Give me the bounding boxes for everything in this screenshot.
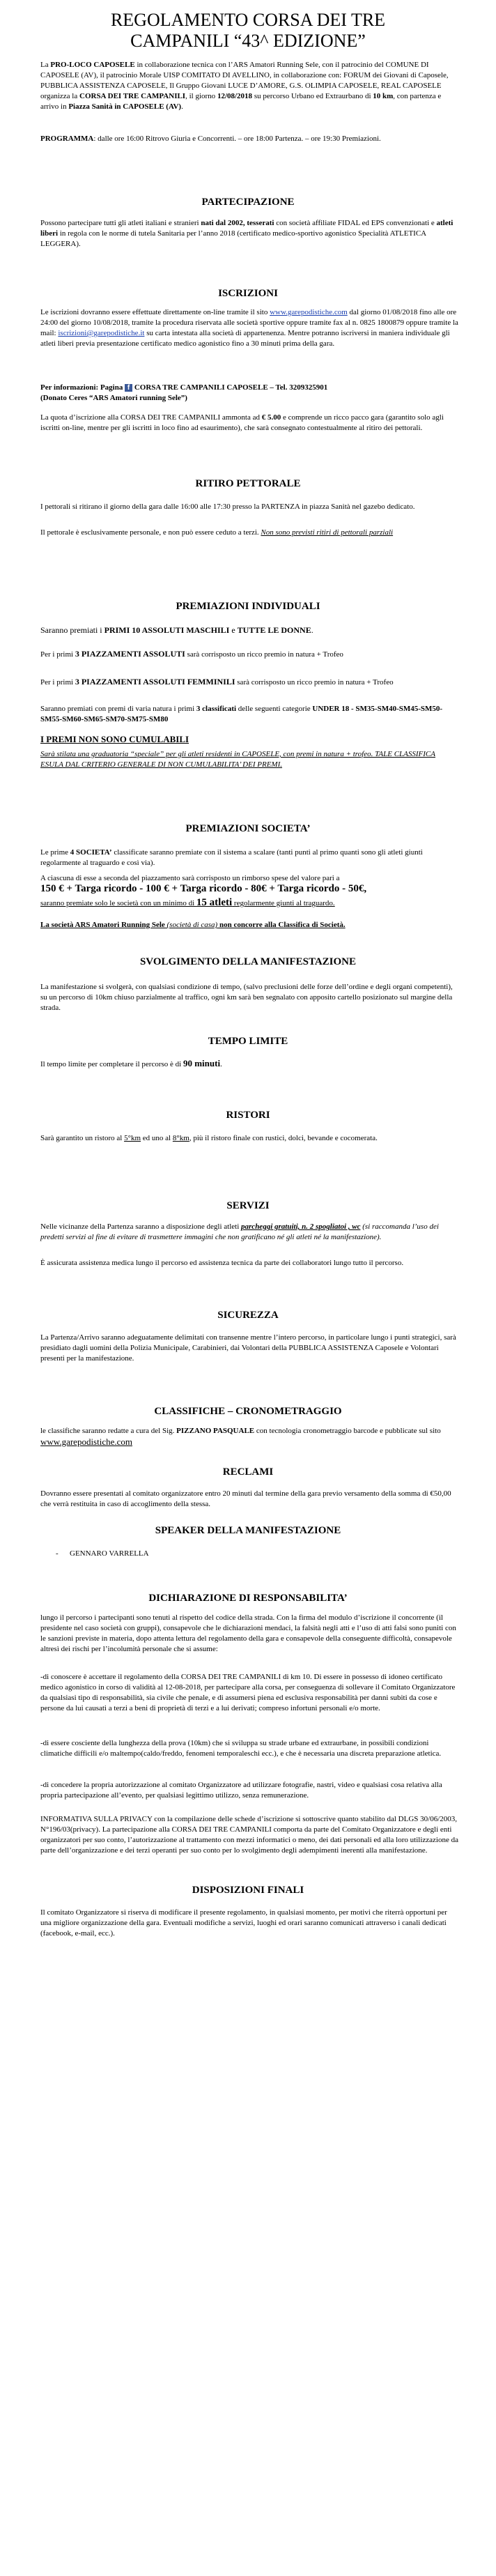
responsabilita-heading: DICHIARAZIONE DI RESPONSABILITA’ bbox=[148, 1593, 348, 1604]
societa-text: regolarmente giunti al traguardo. bbox=[232, 899, 335, 907]
individuali-bold: TUTTE LE DONNE bbox=[237, 625, 311, 635]
individuali-bold: 3 PIAZZAMENTI ASSOLUTI FEMMINILI bbox=[75, 677, 235, 687]
societa-ars-note bbox=[40, 920, 458, 930]
ritiro-text: Il pettorale è esclusivamente personale, e non può essere ceduto a terzi. bbox=[40, 528, 261, 537]
intro-text: in collaborazione tecnica con l’ARS Amatori Running Sele, con il patrocinio del COMUNE DI CAPOSELE (AV), il patrocinio Morale UISP COMITATO DI AVELLINO, in collaborazione con: FORUM dei Giovani di Caposele, PUBBLICA ASSISTENZA CAPOSELE, Il Gruppo Giovani LUCE D’AMORE, G.S. OLIMPIA CAPOSELE, REAL CAPOSELE organizza la bbox=[40, 61, 449, 100]
iscrizioni-email-link[interactable]: iscrizioni@garepodistiche.it bbox=[58, 329, 145, 337]
iscrizioni-text: su carta intestata alla società di appartenenza. Mentre potranno iscriversi in maniera individuale gli atleti liberi previa presentazione certificato medico agonistico fino a 30 minuti prima della gara. bbox=[40, 329, 450, 348]
intro-text: , il giorno bbox=[185, 92, 217, 100]
societa-minimo bbox=[40, 898, 458, 909]
disposizioni-finali-heading: DISPOSIZIONI FINALI bbox=[192, 1885, 304, 1896]
individuali-text: . bbox=[311, 625, 313, 635]
societa-heading: PREMIAZIONI SOCIETA’ bbox=[185, 823, 311, 834]
partecipazione-bold: nati dal 2002, tesserati bbox=[201, 219, 274, 227]
individuali-paragraph-1 bbox=[40, 625, 458, 636]
title-line-1: REGOLAMENTO CORSA DEI TRE bbox=[110, 10, 386, 30]
societa-minimo-atleti: 15 atleti bbox=[196, 897, 233, 908]
quota-paragraph bbox=[40, 413, 458, 434]
iscrizioni-heading: ISCRIZIONI bbox=[218, 288, 278, 299]
individuali-paragraph-4 bbox=[40, 704, 458, 725]
servizi-text: Nelle vicinanze della Partenza saranno a disposizione degli atleti bbox=[40, 1222, 242, 1231]
speaker-heading: SPEAKER DELLA MANIFESTAZIONE bbox=[155, 1525, 341, 1536]
classifiche-text: con tecnologia cronometraggio barcode e pubblicate sul sito bbox=[254, 1427, 441, 1435]
societa-text: Le prime bbox=[40, 848, 70, 857]
partecipazione-paragraph bbox=[40, 218, 458, 250]
intro-text: La bbox=[40, 61, 51, 69]
speaker-bullet: - bbox=[56, 1549, 59, 1558]
partecipazione-bold: atleti liberi bbox=[40, 219, 454, 238]
informazioni-paragraph bbox=[40, 383, 458, 404]
privacy-paragraph: INFORMATIVA SULLA PRIVACY con la compilazione delle schede d’iscrizione si sottoscrive quanto stabilito dal DLGS 30/06/2003, N°196/03(privacy). La partecipazione alla CORSA DEI TRE CAMPANILI comporta da parte del Comitato Organizzatore e degli enti organizzatori per suo conto, l’autorizzazione al trattamento con mezzi informatici o meno, dei dati personali ed alla loro utilizzazione da parte dell’organizzazione e dei terzi operanti per suo conto per lo svolgimento degli adempimenti inerenti alla manifestazione. bbox=[40, 1815, 458, 1855]
societa-text: classificate saranno premiate con il sistema a scalare (tanti punti al primo quanti sono gli atleti giunti regolarmente al traguardo e così via). bbox=[40, 848, 423, 867]
document-title bbox=[42, 10, 454, 52]
classifiche-heading: CLASSIFICHE – CRONOMETRAGGIO bbox=[154, 1406, 342, 1417]
individuali-text: Saranno premiati i bbox=[40, 625, 104, 635]
individuali-text: sarà corrisposto un ricco premio in natura + Trofeo bbox=[235, 678, 394, 687]
ritiro-note: Non sono previsti ritiri di pettorali parziali bbox=[261, 528, 394, 537]
tempo-limite-heading: TEMPO LIMITE bbox=[208, 1036, 288, 1047]
societa-paragraph-1 bbox=[40, 848, 458, 868]
iscrizioni-text: Le iscrizioni dovranno essere effettuate direttamente on-line tramite il sito bbox=[40, 308, 270, 316]
reclami-heading: RECLAMI bbox=[222, 1466, 274, 1478]
race-date: 12/08/2018 bbox=[217, 92, 253, 100]
ristoro-km-8: 8°km bbox=[172, 1134, 189, 1142]
pro-loco-name: PRO-LOCO CAPOSELE bbox=[50, 61, 135, 69]
svolgimento-paragraph: La manifestazione si svolgerà, con qualsiasi condizione di tempo, (salvo preclusioni delle forze dell’ordine e degli organi competenti), su un percorso di 10km chiuso parzialmente al traffico, ogni km sarà ben segnalato con apposito cartello posizionato sul margine della strada. bbox=[40, 983, 453, 1012]
responsabilita-paragraph-4: -di concedere la propria autorizzazione al comitato Organizzatore ad utilizzare fotografie, nastri, video e qualsiasi cosa relativa alla propria partecipazione all’evento, per qualsiasi legittimo utilizzo, senza remunerazione. bbox=[40, 1781, 442, 1800]
intro-text: su percorso Urbano ed Extraurbano di bbox=[252, 92, 373, 100]
ritiro-personale-paragraph bbox=[40, 528, 458, 538]
individuali-text: sarà corrisposto un ricco premio in natura + Trofeo bbox=[185, 650, 343, 659]
disposizioni-finali-paragraph: Il comitato Organizzatore si riserva di modificare il presente regolamento, in qualsiasi momento, per motivi che riterrà opportuni per una migliore organizzazione della gara. Eventuali modifiche a servizi, luoghi ed orari saranno comunicati attraverso i canali dedicati (facebook, e-mail, ecc.). bbox=[40, 1908, 447, 1938]
societa-paragraph-2: A ciascuna di esse a seconda del piazzamento sarà corrisposto un rimborso spese del valore pari a bbox=[40, 874, 340, 882]
race-location: Piazza Sanità in CAPOSELE (AV) bbox=[68, 102, 182, 111]
responsabilita-paragraph-1: lungo il percorso i partecipanti sono tenuti al rispetto del codice della strada. Con la firma del modulo d’iscrizione il concorrente (il presidente nel caso società con gruppi), consapevole che le dichiarazioni mendaci, la falsità negli atti e l’uso di atti falsi sono puniti con le sanzioni previste in materia, dopo attenta lettura del regolamento della gara e consapevole della conseguente difficoltà, consapevole altresì dei rischi per l’incolumità personale che si assume: bbox=[40, 1613, 456, 1653]
quota-text: La quota d’iscrizione alla CORSA DEI TRE CAMPANILI ammonta ad bbox=[40, 413, 262, 422]
facebook-icon[interactable]: f bbox=[125, 384, 132, 392]
classifiche-paragraph bbox=[40, 1426, 458, 1448]
ristori-heading: RISTORI bbox=[226, 1110, 270, 1121]
iscrizioni-paragraph bbox=[40, 307, 458, 349]
classifiche-text: le classifiche saranno redatte a cura del Sig. bbox=[40, 1427, 177, 1435]
individuali-bold: 3 classificati bbox=[196, 705, 237, 713]
quota-text: e comprende un ricco pacco gara (garantito solo agli iscritti on-line, mentre per gli iscritti in loco fino ad esaurimento), che sarà consegnato contestualmente al ritiro dei pettorali. bbox=[40, 413, 444, 432]
individuali-text: Saranno premiati con premi di varia natura i primi bbox=[40, 705, 196, 713]
programma-text: : dalle ore 16:00 Ritrovo Giuria e Concorrenti. – ore 18:00 Partenza. – ore 19:30 Premiazioni. bbox=[93, 135, 381, 143]
sicurezza-heading: SICUREZZA bbox=[217, 1310, 279, 1321]
reclami-paragraph: Dovranno essere presentati al comitato organizzatore entro 20 minuti dal termine della gara previo versamento della somma di €50,00 che verrà restituita in caso di accoglimento della stessa. bbox=[40, 1489, 451, 1508]
informazioni-text: CORSA TRE CAMPANILI CAPOSELE – Tel. 3209325901 bbox=[132, 383, 328, 392]
sicurezza-paragraph: La Partenza/Arrivo saranno adeguatamente delimitati con transenne mentre l’intero percorso, in particolare lungo i punti strategici, sarà presidiato dagli uomini della Polizia Municipale, Carabinieri, dai Volontari della PUBBLICA ASSISTENZA Caposele e Volontari presenti per la manifestazione. bbox=[40, 1333, 456, 1363]
individuali-bold: PRIMI 10 ASSOLUTI MASCHILI bbox=[104, 625, 230, 635]
individuali-text: e bbox=[229, 625, 238, 635]
non-cumulabili-note: I PREMI NON SONO CUMULABILI bbox=[40, 734, 189, 744]
servizi-elenco: parcheggi gratuiti, n. 2 spogliatoi , wc bbox=[241, 1222, 361, 1231]
ristoro-km-5: 5°km bbox=[124, 1134, 141, 1142]
categorie-list: UNDER 18 - SM35-SM40-SM45-SM50-SM55-SM60-SM65-SM70-SM75-SM80 bbox=[40, 705, 443, 723]
servizi-paragraph-1 bbox=[40, 1222, 458, 1243]
ritiro-paragraph: I pettorali si ritirano il giorno della gara dalle 16:00 alle 17:30 presso la PARTENZA in piazza Sanità nel gazebo dedicato. bbox=[40, 503, 415, 511]
classifiche-site-link[interactable]: www.garepodistiche.com bbox=[40, 1436, 133, 1447]
intro-paragraph bbox=[40, 60, 458, 112]
title-line-2: CAMPANILI “43^ EDIZIONE” bbox=[130, 31, 366, 51]
tempo-text: . bbox=[220, 1060, 222, 1068]
race-distance: 10 km bbox=[373, 92, 394, 100]
garepodistiche-link[interactable]: www.garepodistiche.com bbox=[270, 308, 348, 316]
tempo-minuti: 90 minuti bbox=[183, 1058, 221, 1068]
intro-text: , con partenza e arrivo in bbox=[40, 92, 442, 111]
societa-prizes: 150 € + Targa ricordo - 100 € + Targa ricordo - 80€ + Targa ricordo - 50€, bbox=[40, 883, 367, 894]
servizi-heading: SERVIZI bbox=[226, 1200, 270, 1211]
partecipazione-text: con società affiliate FIDAL ed EPS convenzionati e bbox=[274, 219, 437, 227]
ristori-text: , più il ristoro finale con rustici, dolci, bevande e cocomerata. bbox=[189, 1134, 378, 1142]
ristori-paragraph bbox=[40, 1133, 458, 1144]
informazioni-contact: (Donato Ceres “ARS Amatori running Sele”) bbox=[40, 394, 187, 402]
programma-label: PROGRAMMA bbox=[40, 135, 94, 143]
individuali-text: Per i primi bbox=[40, 650, 75, 659]
race-name: CORSA DEI TRE CAMPANILI bbox=[79, 92, 186, 100]
societa-bold: 4 SOCIETA’ bbox=[70, 848, 112, 857]
speaker-name: GENNARO VARRELLA bbox=[70, 1549, 149, 1558]
quota-amount: € 5.00 bbox=[261, 413, 281, 422]
individuali-heading: PREMIAZIONI INDIVIDUALI bbox=[176, 601, 320, 612]
individuali-paragraph-3 bbox=[40, 677, 458, 688]
ristori-text: ed uno al bbox=[141, 1134, 173, 1142]
informazioni-text: Per informazioni: Pagina bbox=[40, 383, 125, 392]
individuali-text: delle seguenti categorie bbox=[236, 705, 313, 713]
ristori-text: Sarà garantito un ristoro al bbox=[40, 1134, 125, 1142]
individuali-bold: 3 PIAZZAMENTI ASSOLUTI bbox=[75, 649, 185, 659]
programma-paragraph bbox=[40, 134, 458, 144]
societa-ars-text: La società ARS Amatori Running Sele bbox=[40, 921, 167, 929]
ritiro-heading: RITIRO PETTORALE bbox=[195, 478, 301, 489]
tempo-limite-paragraph bbox=[40, 1058, 458, 1070]
individuali-text: Per i primi bbox=[40, 678, 75, 687]
societa-ars-text: non concorre alla Classifica di Società. bbox=[217, 921, 346, 929]
partecipazione-text: in regola con le norme di tutela Sanitaria per l’anno 2018 (certificato medico-sportivo agonistico Specialità ATLETICA LEGGERA). bbox=[40, 229, 426, 248]
servizi-raccomandazione: (si raccomanda l’uso dei predetti servizi al fine di evitare di trasmettere immagini che non gratificano né gli atleti né la manifestazione). bbox=[40, 1222, 439, 1241]
cronometrista-name: PIZZANO PASQUALE bbox=[176, 1427, 255, 1435]
iscrizioni-text: dal giorno 01/08/2018 fino alle ore 24:00 del giorno 10/08/2018, tramite la procedura riservata alle società sportive oppure tramite fax al n. 0825 1800879 oppure tramite la mail: bbox=[40, 308, 458, 337]
responsabilita-paragraph-3: -di essere cosciente della lunghezza della prova (10km) che si sviluppa su strade urbane ed extraurbane, in possibili condizioni climatiche difficili e/o maltempo(caldo/freddo, fenomeni temporaleschi ecc.), e che è necessaria una discreta preparazione atletica. bbox=[40, 1739, 442, 1758]
graduatoria-speciale-note: Sarà stilata una graduatoria “speciale” per gli atleti residenti in CAPOSELE, con premi in natura + trofeo. TALE CLASSIFICA ESULA DAL CRITERIO GENERALE DI NON CUMULABILITA’ DEI PREMI. bbox=[40, 750, 435, 769]
societa-di-casa: (società di casa) bbox=[166, 921, 218, 929]
societa-text: saranno premiate solo le società con un minimo di bbox=[40, 899, 196, 907]
partecipazione-heading: PARTECIPAZIONE bbox=[201, 197, 295, 208]
servizi-paragraph-2: È assicurata assistenza medica lungo il percorso ed assistenza tecnica da parte dei collaboratori lungo tutto il percorso. bbox=[40, 1259, 404, 1267]
tempo-text: Il tempo limite per completare il percorso è di bbox=[40, 1060, 183, 1068]
svolgimento-heading: SVOLGIMENTO DELLA MANIFESTAZIONE bbox=[139, 956, 357, 967]
individuali-paragraph-2 bbox=[40, 649, 458, 660]
partecipazione-text: Possono partecipare tutti gli atleti italiani e stranieri bbox=[40, 219, 201, 227]
intro-text: . bbox=[181, 102, 183, 111]
speaker-list-item bbox=[56, 1549, 474, 1559]
responsabilita-paragraph-2: -di conoscere è accettare il regolamento della CORSA DEI TRE CAMPANILI di km 10. Di essere in possesso di idoneo certificato medico agonistico in corso di validità al 12-08-2018, per partecipare alla corsa, per conseguenza di sollevare il Comitato Organizzatore da qualsiasi tipo di responsabilità, sia civile che penale, e di assumersi piena ed esclusiva responsabilità per danni subiti da cose e persone da lui causati a terzi a beni di proprietà di terzi e a lui derivati; compreso infortuni personali e/o morte. bbox=[40, 1673, 456, 1712]
